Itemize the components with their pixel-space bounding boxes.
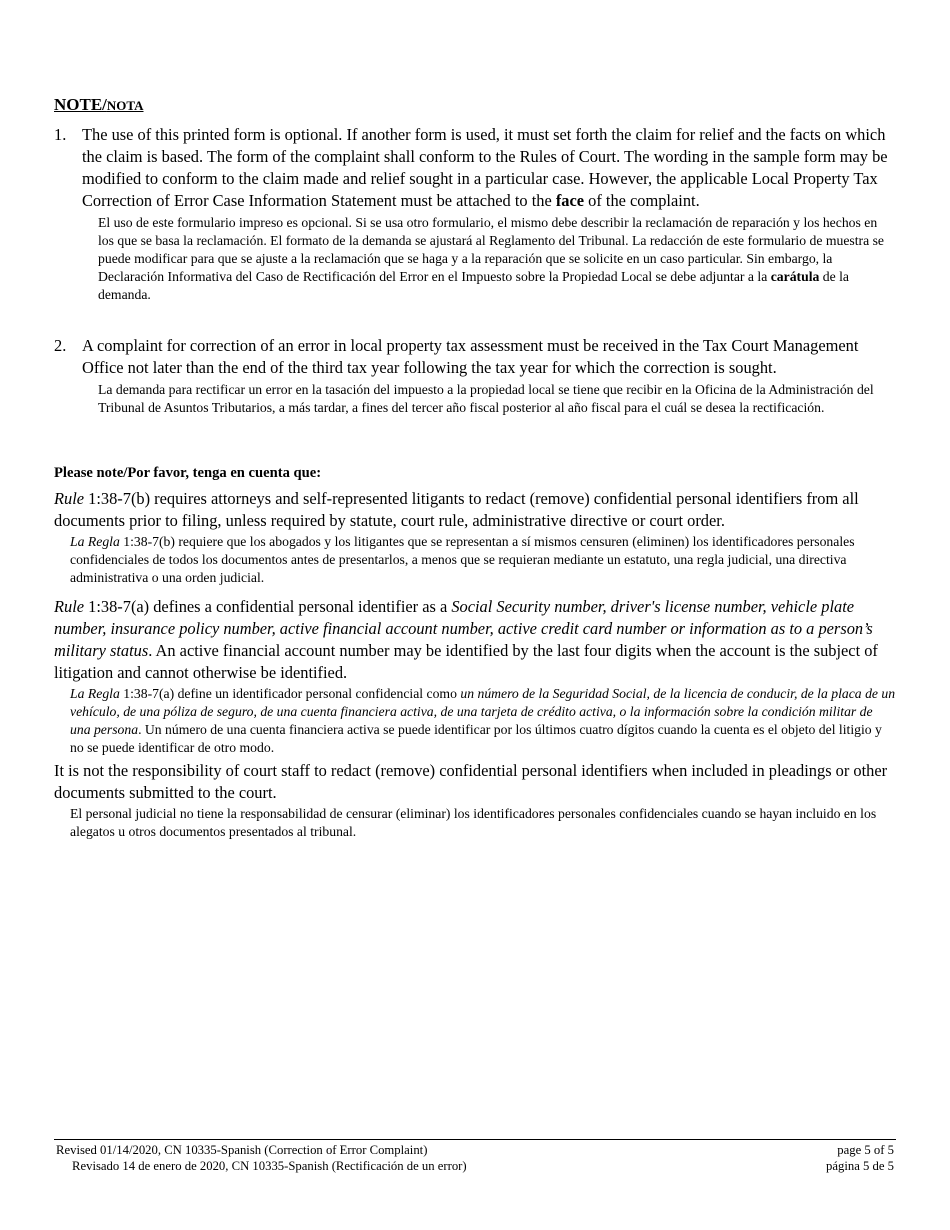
footer-page-es: página 5 de 5 [826,1159,894,1173]
rule-a-spanish: La Regla 1:38-7(a) define un identificador personal confidencial como un número de la Seguridad Social, de la licencia de conducir, de la placa de un vehículo, de una póliza de seguro, de una cuenta financiera activa, de una tarjeta de crédito activa, o la información sobre la condición militar de una persona. Un número de una cuenta financiera activa se puede identificar por los últimos cuatro dígitos cuando la cuenta es el objeto del litigio y no se puede identificar de otro modo. [70,686,896,755]
rule-b-english: Rule 1:38-7(b) requires attorneys and self-represented litigants to redact (remove) confidential personal identifiers from all documents prior to filing, unless required by statute, court rule, administrative directive or court order. [54,489,859,530]
note-heading-es: NOTA [106,98,144,113]
note-heading-en: NOTE/ [54,95,107,114]
item-2-spanish: La demanda para rectificar un error en la tasación del impuesto a la propiedad local se tiene que recibir en la Oficina de la Administración del Tribunal de Asuntos Tributarios, a más tardar, a fines del tercer año fiscal posterior al año fiscal para el cuál se desea la rectificación. [98,382,874,415]
footer-divider [54,1139,896,1140]
staff-english: It is not the responsibility of court staff to redact (remove) confidential personal identifiers when included in pleadings or other documents submitted to the court. [54,761,888,802]
please-note-heading: Please note/Por favor, tenga en cuenta que: [54,465,322,481]
court-staff-note [54,760,896,841]
note-heading [54,95,144,115]
item-number: 2. [54,336,67,355]
item-1-spanish: El uso de este formulario impreso es opcional. Si se usa otro formulario, el mismo debe describir la reclamación de reparación y los hechos en los que se basa la reclamación. El formato de la demanda se ajustará al Reglamento del Tribunal. La redacción de este formulario de muestra se puede modificar para que se ajuste a la reclamación que se haga y a la reparación que se solicite en un caso particular. Sin embargo, la Declaración Informativa del Caso de Rectificación del Error en el Impuesto sobre la Propiedad Local se debe adjuntar a la carátula de la demanda. [98,215,884,302]
item-number: 1. [54,125,67,144]
item-2-english: A complaint for correction of an error in local property tax assessment must be received in the Tax Court Management Office not later than the end of the third tax year following the tax year for which the correction is sought. [82,336,859,377]
staff-spanish: El personal judicial no tiene la responsabilidad de censurar (eliminar) los identificadores personales confidenciales cuando se hayan incluido en los alegatos u otros documentos presentados al tribunal. [70,806,877,839]
rule-a-english: Rule 1:38-7(a) defines a confidential personal identifier as a Social Security number, driver's license number, vehicle plate number, insurance policy number, active financial account number, active credit card number or information as to a person’s military status. An active financial account number may be identified by the last four digits when the account is the subject of litigation and cannot otherwise be identified. [54,597,878,682]
footer-revised-en: Revised 01/14/2020, CN 10335-Spanish (Correction of Error Complaint) [56,1143,428,1157]
footer-page-en: page 5 of 5 [837,1143,894,1157]
rule-1-38-7a [54,596,896,757]
footer-revised-es: Revisado 14 de enero de 2020, CN 10335-Spanish (Rectificación de un error) [72,1159,467,1173]
rule-1-38-7b [54,488,896,587]
rule-b-spanish: La Regla 1:38-7(b) requiere que los abogados y los litigantes que se representan a sí mismos censuren (eliminen) los identificadores personales confidenciales de todos los documentos antes de presentarlos, a menos que se requieran mediante un estatuto, una regla judicial, una directiva administrativa o una orden judicial. [70,534,855,585]
item-1-english: The use of this printed form is optional. If another form is used, it must set forth the claim for relief and the facts on which the claim is based. The form of the complaint shall conform to the Rules of Court. The wording in the sample form may be modified to conform to the claim made and relief sought in a particular case. However, the applicable Local Property Tax Correction of Error Case Information Statement must be attached to the face of the complaint. [82,125,888,210]
note-item-1 [54,124,896,304]
note-item-2 [54,335,896,417]
